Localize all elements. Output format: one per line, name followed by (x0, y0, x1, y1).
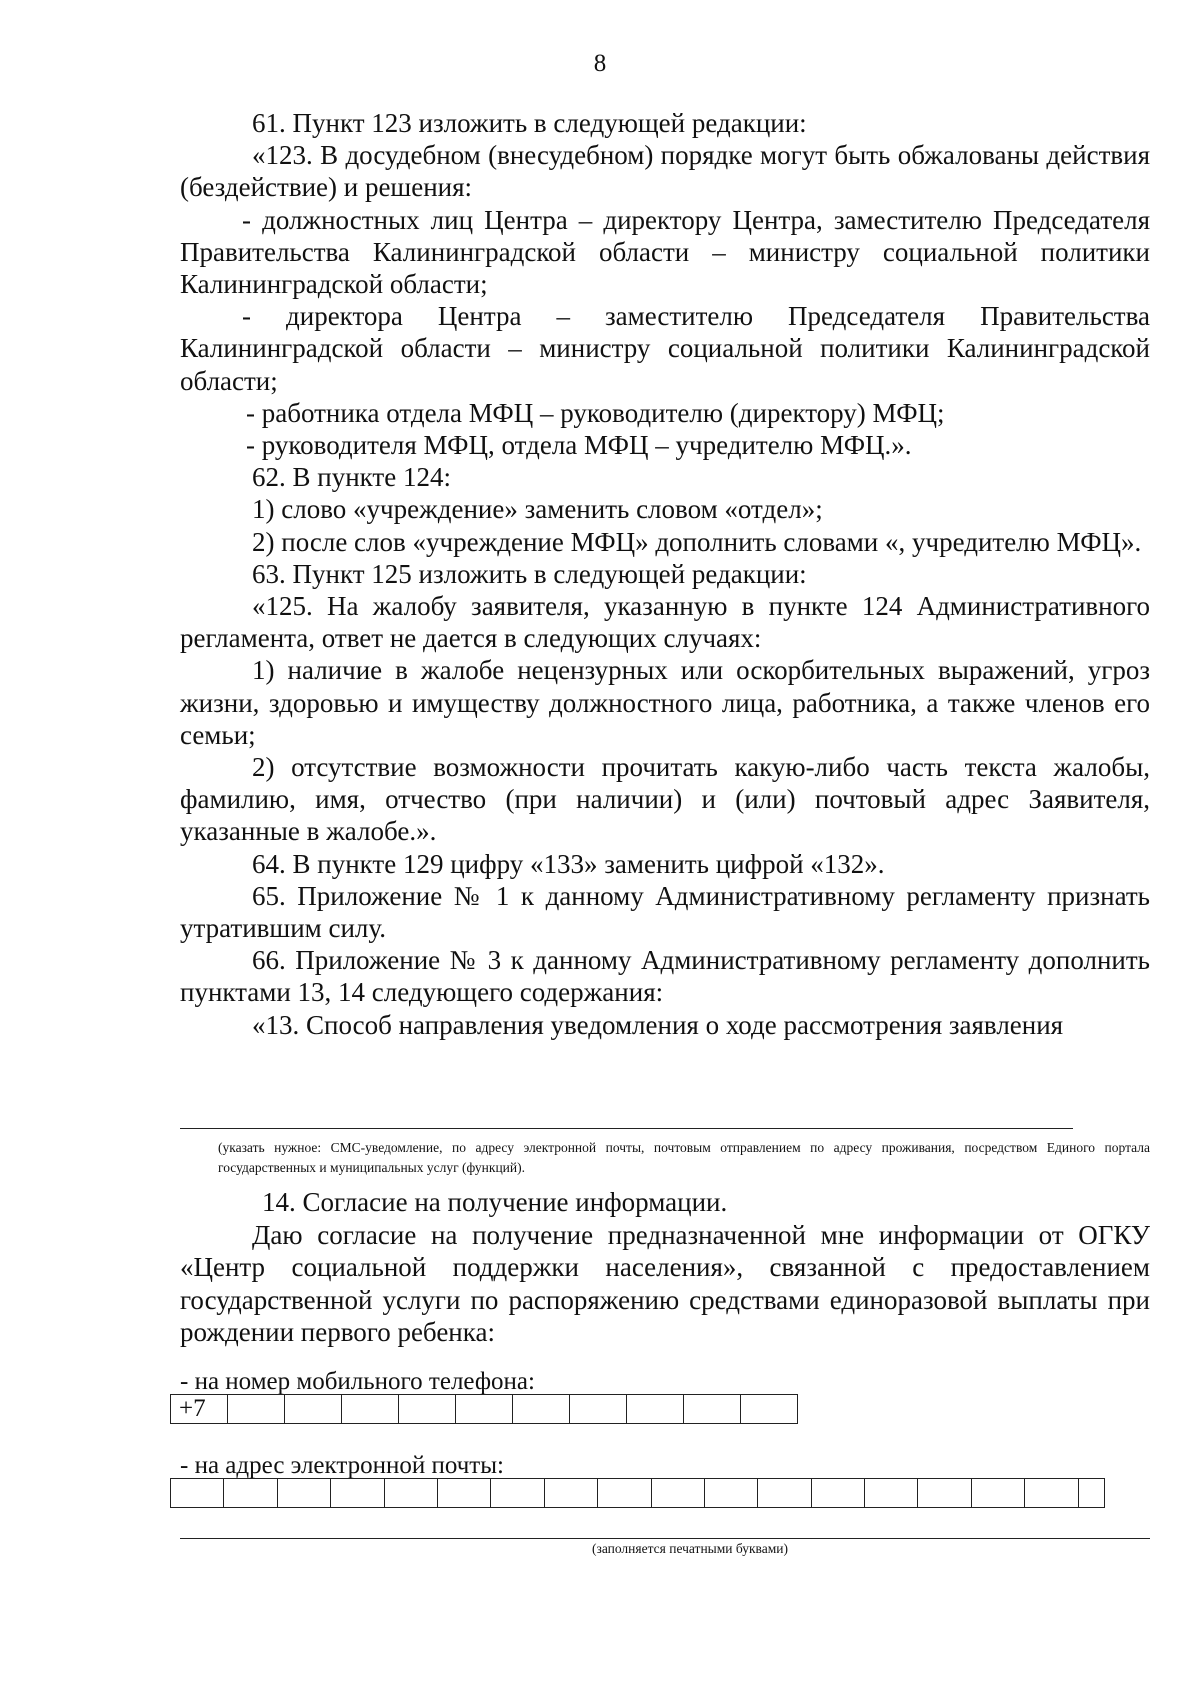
email-cell[interactable] (331, 1478, 384, 1508)
phone-cell[interactable] (684, 1394, 741, 1424)
list-item: 2) после слов «учреждение МФЦ» дополнить словами «, учредителю МФЦ». (252, 526, 1142, 557)
email-cell[interactable] (865, 1478, 918, 1508)
phone-cell[interactable] (285, 1394, 342, 1424)
email-cell[interactable] (705, 1478, 758, 1508)
paragraph-63: 63. Пункт 125 изложить в следующей редакции: (252, 558, 807, 589)
paragraph-64: 64. В пункте 129 цифру «133» заменить цифрой «132». (252, 848, 885, 879)
fill-hint (0, 1541, 1200, 1557)
email-cell[interactable] (171, 1478, 224, 1508)
consent-text: Даю согласие на получение предназначенной мне информации от ОГКУ «Центр социальной поддержки населения», связанной с предоставлением государственной услуги по распоряжению средствами единоразовой выплаты при рождении первого ребенка: (180, 1219, 1150, 1347)
list-item: 1) наличие в жалобе нецензурных или оскорбительных выражений, угроз жизни, здоровью и имуществу должностного лица, работника, а также членов его семьи; (180, 655, 1150, 750)
list-item: - руководителя МФЦ, отдела МФЦ – учредителю МФЦ.». (246, 430, 912, 461)
paragraph-13: «13. Способ направления уведомления о ходе рассмотрения заявления (252, 1009, 1064, 1040)
email-cell[interactable] (918, 1478, 971, 1508)
email-cell[interactable] (438, 1478, 491, 1508)
phone-label: - на номер мобильного телефона: (180, 1368, 535, 1395)
phone-cell[interactable] (741, 1394, 798, 1424)
consent-section (180, 1186, 1150, 1349)
list-item: 1) слово «учреждение» заменить словом «отдел»; (252, 494, 823, 525)
email-cell[interactable] (1079, 1478, 1105, 1508)
list-item: - работника отдела МФЦ – руководителю (директору) МФЦ; (246, 397, 945, 428)
email-cell[interactable] (652, 1478, 705, 1508)
phone-cell[interactable] (342, 1394, 399, 1424)
signature-line[interactable] (180, 1538, 1150, 1539)
paragraph-66: 66. Приложение № 3 к данному Административному регламенту дополнить пунктами 13, 14 следующего содержания: (180, 945, 1150, 1008)
list-item: 2) отсутствие возможности прочитать какую-либо часть текста жалобы, фамилию, имя, отчество (при наличии) и (или) почтовый адрес Заявителя, указанные в жалобе.». (180, 752, 1150, 847)
email-cell[interactable] (278, 1478, 331, 1508)
paragraph-65: 65. Приложение № 1 к данному Административному регламенту признать утратившим силу. (180, 880, 1150, 944)
phone-input-cells[interactable] (170, 1394, 798, 1424)
paragraph-125: «125. На жалобу заявителя, указанную в пункте 124 Административного регламента, ответ не дается в следующих случаях: (180, 591, 1150, 654)
email-cell[interactable] (598, 1478, 651, 1508)
phone-cell[interactable] (513, 1394, 570, 1424)
email-input-cells[interactable] (170, 1478, 1105, 1508)
list-item: - директора Центра – заместителю Председателя Правительства Калининградской области – министру социальной политики Калининградской области; (180, 301, 1150, 396)
section-14-title: 14. Согласие на получение информации. (262, 1187, 728, 1217)
phone-prefix-cell: +7 (171, 1394, 228, 1424)
fill-hint-text: (заполняется печатными буквами) (591, 1541, 788, 1556)
phone-cell[interactable] (399, 1394, 456, 1424)
paragraph-61: 61. Пункт 123 изложить в следующей редакции: (252, 108, 807, 138)
email-label: - на адрес электронной почты: (180, 1452, 504, 1479)
paragraph-123: «123. В досудебном (внесудебном) порядке могут быть обжалованы действия (бездействие) и решения: (180, 140, 1150, 203)
email-cell[interactable] (812, 1478, 865, 1508)
document-body (180, 107, 1150, 1041)
email-cell[interactable] (385, 1478, 438, 1508)
phone-cell[interactable] (627, 1394, 684, 1424)
footnote: (указать нужное: СМС-уведомление, по адресу электронной почты, почтовым отправлением по адресу проживания, посредством Единого портала государственных и муниципальных услуг (функций). (218, 1140, 1150, 1175)
answer-line[interactable] (180, 1128, 1073, 1129)
phone-cell[interactable] (456, 1394, 513, 1424)
phone-cell[interactable] (570, 1394, 627, 1424)
paragraph-62: 62. В пункте 124: (252, 462, 451, 493)
email-cell[interactable] (1025, 1478, 1078, 1508)
email-cell[interactable] (545, 1478, 598, 1508)
page-number: 8 (593, 50, 607, 77)
email-cell[interactable] (224, 1478, 277, 1508)
list-item: - должностных лиц Центра – директору Центра, заместителю Председателя Правительства Калининградской области – министру социальной политики Калининградской области; (180, 204, 1150, 300)
email-cell[interactable] (758, 1478, 811, 1508)
email-cell[interactable] (491, 1478, 544, 1508)
email-cell[interactable] (972, 1478, 1025, 1508)
phone-cell[interactable] (228, 1394, 285, 1424)
